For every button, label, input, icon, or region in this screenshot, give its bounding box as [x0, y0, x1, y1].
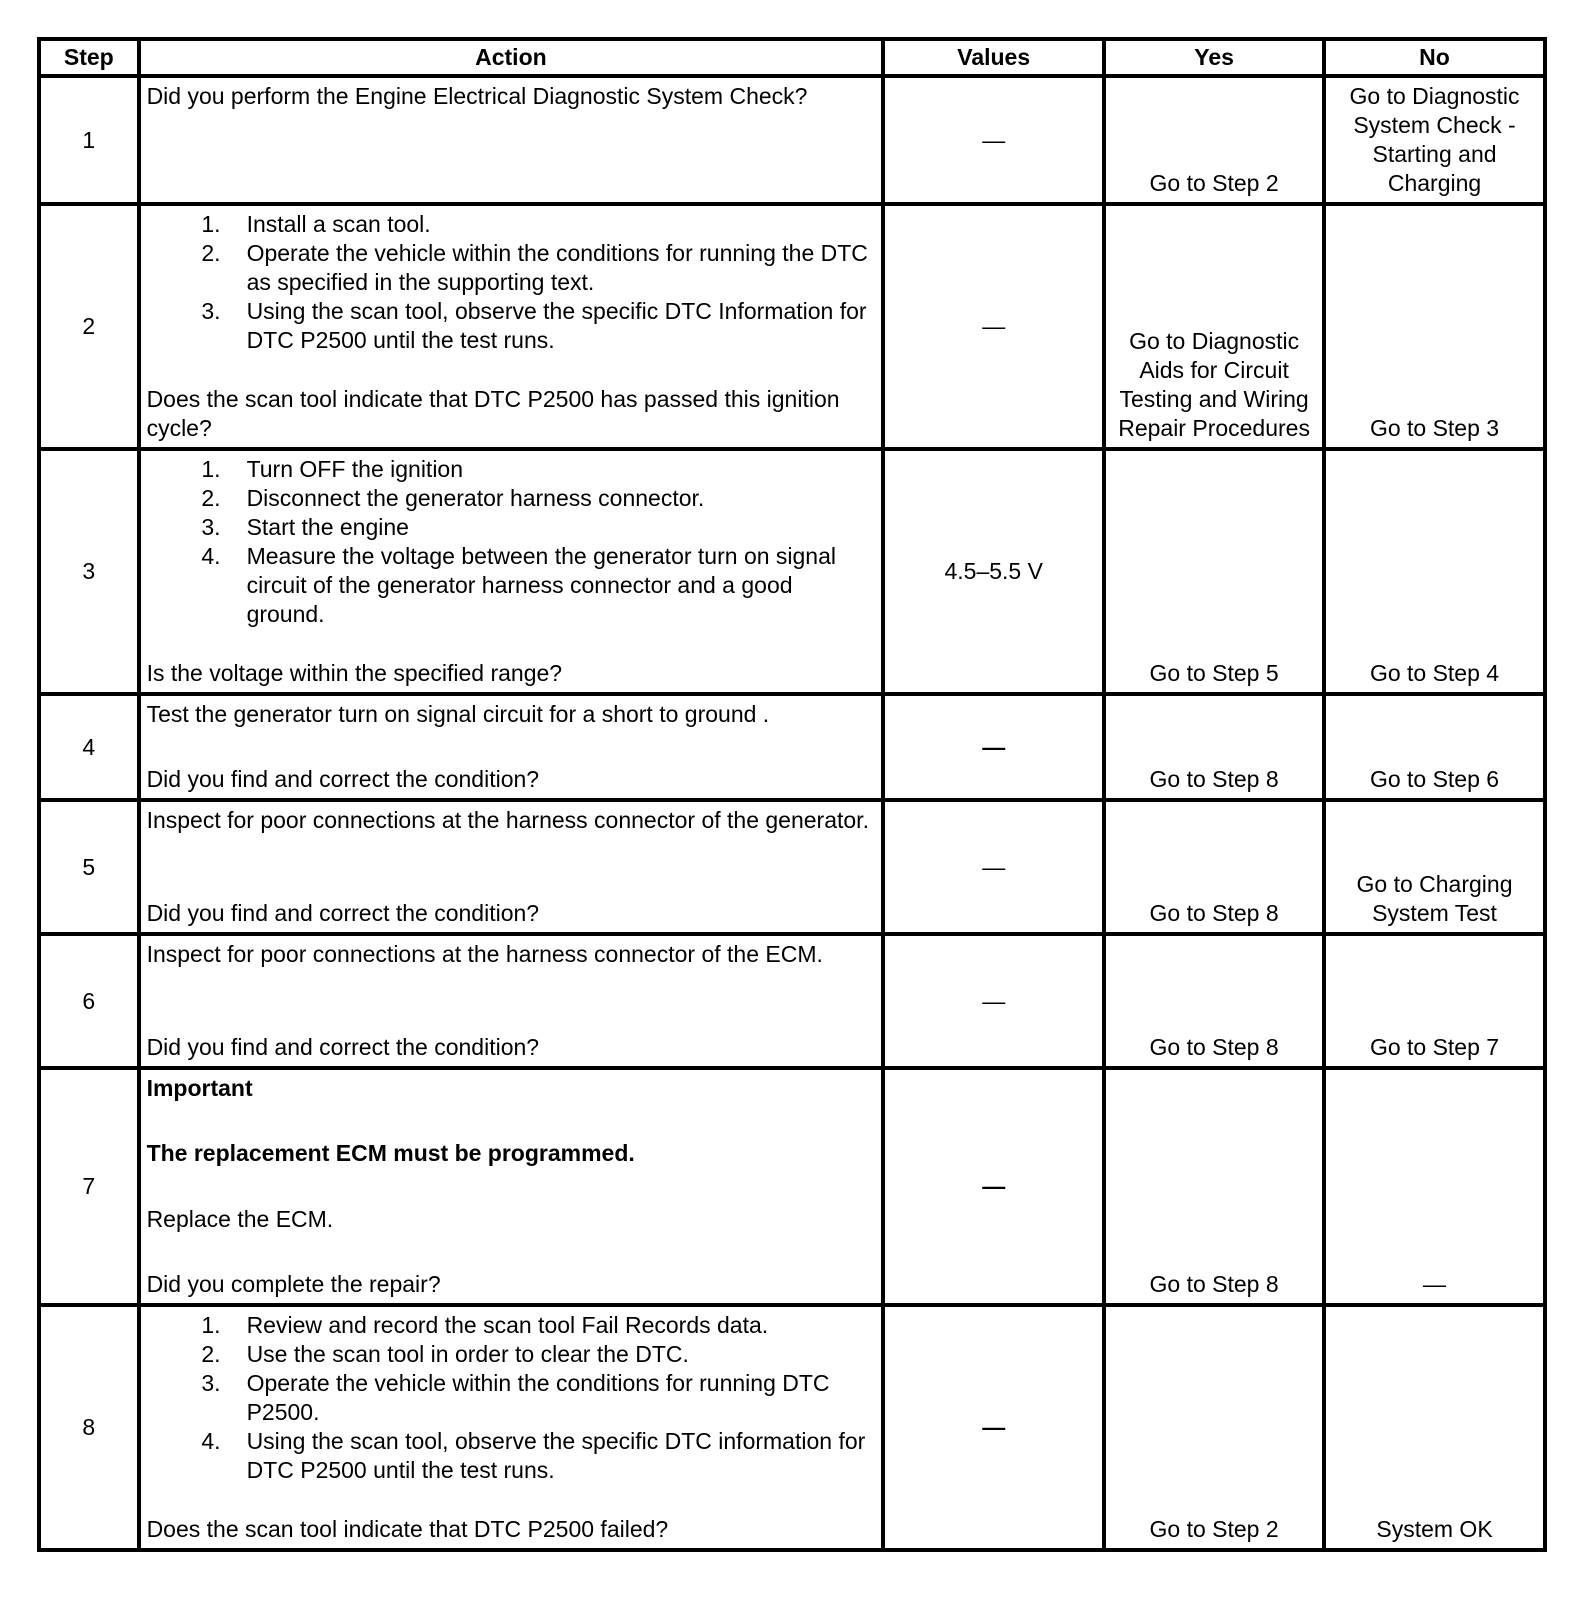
step-number: 8 [39, 1305, 139, 1550]
yes-cell: Go to Step 8 [1104, 694, 1324, 800]
no-cell: System OK [1324, 1305, 1545, 1550]
action-cell [139, 1068, 884, 1305]
list-item: 3. Using the scan tool, observe the specific DTC Information for DTC P2500 until the test runs. [201, 298, 867, 353]
action-question: Did you find and correct the condition? [146, 1034, 540, 1060]
action-instruction: Inspect for poor connections at the harness connector of the generator. [146, 807, 869, 833]
list-item: 2. Operate the vehicle within the conditions for running the DTC as specified in the supporting text. [201, 240, 868, 295]
action-question: Is the voltage within the specified range? [146, 660, 563, 686]
action-instruction: Test the generator turn on signal circuit for a short to ground . [146, 701, 770, 727]
list-item: 2. Disconnect the generator harness connector. [201, 485, 705, 511]
step-number: 1 [39, 76, 139, 204]
yes-cell: Go to Step 8 [1104, 1068, 1324, 1305]
step-number: 4 [39, 694, 139, 800]
action-cell [139, 800, 884, 934]
value-cell: 4.5–5.5 V [883, 449, 1104, 694]
action-cell [139, 76, 884, 204]
value-cell: — [883, 800, 1104, 934]
action-instruction: Inspect for poor connections at the harness connector of the ECM. [146, 941, 823, 967]
list-item: 2. Use the scan tool in order to clear the DTC. [201, 1341, 689, 1367]
value-cell: — [883, 76, 1104, 204]
table-row [39, 449, 1545, 694]
value-cell: — [883, 204, 1104, 449]
action-question: Did you find and correct the condition? [146, 766, 540, 792]
step-number: 7 [39, 1068, 139, 1305]
action-cell [139, 204, 884, 449]
action-question: Does the scan tool indicate that DTC P2500 failed? [146, 1516, 669, 1542]
diagnostic-table [37, 37, 1547, 1552]
action-question: Did you find and correct the condition? [146, 900, 540, 926]
action-question: Did you complete the repair? [146, 1270, 441, 1297]
no-cell: Go to Diagnostic System Check - Starting and Charging [1324, 76, 1545, 204]
action-steps-list [147, 455, 876, 629]
no-cell: Go to Charging System Test [1324, 800, 1545, 934]
list-item: 1. Review and record the scan tool Fail Records data. [201, 1312, 769, 1338]
yes-cell: Go to Step 8 [1104, 934, 1324, 1068]
action-cell [139, 934, 884, 1068]
table-row [39, 934, 1545, 1068]
yes-cell: Go to Step 2 [1104, 76, 1324, 204]
header-row [39, 39, 1545, 76]
action-question: Does the scan tool indicate that DTC P2500 has passed this ignition cycle? [146, 386, 840, 441]
action-cell [139, 694, 884, 800]
yes-cell: Go to Diagnostic Aids for Circuit Testing and Wiring Repair Procedures [1104, 204, 1324, 449]
no-cell: Go to Step 7 [1324, 934, 1545, 1068]
step-number: 5 [39, 800, 139, 934]
list-item: 4. Using the scan tool, observe the specific DTC information for DTC P2500 until the test runs. [201, 1428, 866, 1483]
header-no: No [1324, 39, 1545, 76]
action-cell [139, 449, 884, 694]
no-cell: Go to Step 6 [1324, 694, 1545, 800]
table-row [39, 800, 1545, 934]
yes-cell: Go to Step 8 [1104, 800, 1324, 934]
table-row [39, 76, 1545, 204]
action-cell [139, 1305, 884, 1550]
header-action: Action [139, 39, 884, 76]
important-text: The replacement ECM must be programmed. [146, 1140, 635, 1167]
action-steps-list [147, 210, 876, 355]
list-item: 3. Start the engine [201, 514, 409, 540]
important-label: Important [146, 1075, 253, 1101]
value-cell: — [883, 1305, 1104, 1550]
header-yes: Yes [1104, 39, 1324, 76]
no-cell: Go to Step 3 [1324, 204, 1545, 449]
yes-cell: Go to Step 2 [1104, 1305, 1324, 1550]
header-step: Step [39, 39, 139, 76]
no-cell: Go to Step 4 [1324, 449, 1545, 694]
table-row [39, 1068, 1545, 1305]
step-number: 6 [39, 934, 139, 1068]
table-row [39, 1305, 1545, 1550]
list-item: 1. Install a scan tool. [201, 211, 431, 237]
value-cell: — [883, 1068, 1104, 1305]
list-item: 1. Turn OFF the ignition [201, 456, 464, 482]
action-steps-list [147, 1311, 876, 1485]
table-row [39, 694, 1545, 800]
value-cell: — [883, 694, 1104, 800]
step-number: 2 [39, 204, 139, 449]
action-question: Did you perform the Engine Electrical Diagnostic System Check? [146, 83, 808, 109]
list-item: 4. Measure the voltage between the generator turn on signal circuit of the generator harness connector and a good ground. [201, 543, 837, 627]
value-cell: — [883, 934, 1104, 1068]
action-instruction: Replace the ECM. [146, 1205, 334, 1232]
yes-cell: Go to Step 5 [1104, 449, 1324, 694]
no-cell: — [1324, 1068, 1545, 1305]
table-row [39, 204, 1545, 449]
header-values: Values [883, 39, 1104, 76]
step-number: 3 [39, 449, 139, 694]
list-item: 3. Operate the vehicle within the conditions for running DTC P2500. [201, 1370, 830, 1425]
